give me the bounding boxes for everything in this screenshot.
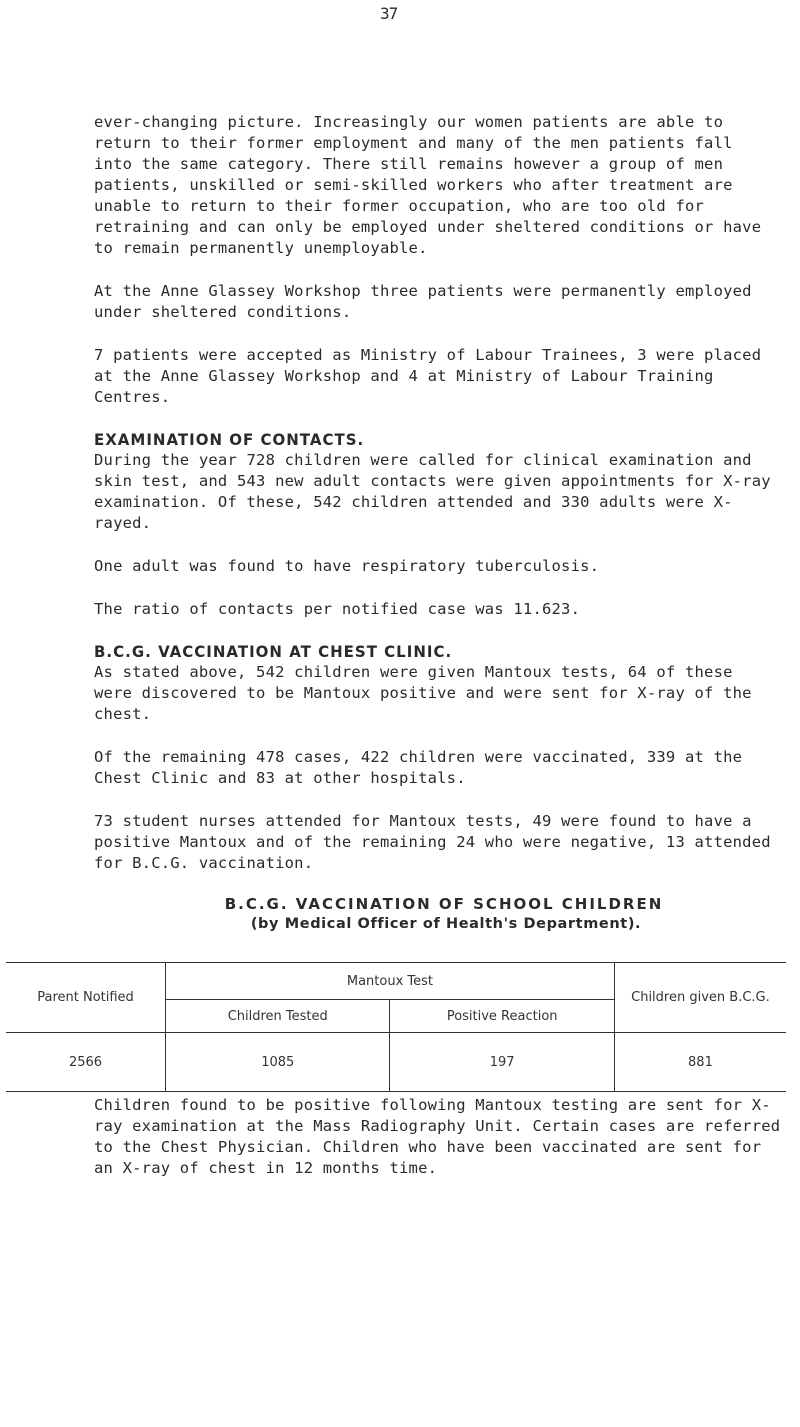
cell-positive-reaction: 197 (390, 1033, 614, 1092)
paragraph-mantoux-tests: As stated above, 542 children were given Mantoux tests, 64 of these were discovered to be Mantoux positive and were sent for X-ray of the chest. (94, 663, 752, 723)
heading-bcg-chest-clinic: B.C.G. VACCINATION AT CHEST CLINIC. (94, 642, 453, 662)
header-parent-notified: Parent Notified (6, 963, 166, 1033)
paragraph-employment: ever-changing picture. Increasingly our women patients are able to return to their former employment and many of the men patients fall into the same category. There still remains however a group of men patients, unskilled or semi-skilled workers who after treatment are unable to return to their former occupation, who are too old for retraining and can only be employed under sheltered conditions or have to remain permanently unemployable. (94, 113, 762, 257)
paragraph-contacts-examined: During the year 728 children were called for clinical examination and skin test, and 543 new adult contacts were given appointments for X-ray examination. Of these, 542 children attended and 330 adults were X-rayed. (94, 451, 771, 532)
header-mantoux-test: Mantoux Test (166, 963, 615, 1000)
paragraph-contact-ratio: The ratio of contacts per notified case was 11.623. (94, 600, 581, 618)
document-body (94, 112, 774, 934)
header-positive-reaction: Positive Reaction (390, 1000, 614, 1033)
page-number: 37 (380, 4, 398, 23)
subheading-health-department: (by Medical Officer of Health's Department). (250, 916, 642, 932)
paragraph-workshop: At the Anne Glassey Workshop three patients were permanently employed under sheltered conditions. (94, 282, 752, 321)
cell-parent-notified: 2566 (6, 1033, 166, 1092)
paragraph-xray-followup: Children found to be positive following Mantoux testing are sent for X-ray examination at the Mass Radiography Unit. Certain cases are referred to the Chest Physician. Children who have been vaccinated are sent for an X-ray of chest in 12 months time. (94, 1096, 781, 1177)
heading-bcg-school-children: B.C.G. VACCINATION OF SCHOOL CHILDREN (224, 895, 664, 913)
paragraph-vaccinated: Of the remaining 478 cases, 422 children were vaccinated, 339 at the Chest Clinic and 83 at other hospitals. (94, 748, 743, 787)
paragraph-respiratory-tb: One adult was found to have respiratory tuberculosis. (94, 557, 600, 575)
header-children-bcg: Children given B.C.G. (614, 963, 786, 1033)
heading-examination-of-contacts: EXAMINATION OF CONTACTS. (94, 430, 365, 450)
bcg-school-table (6, 962, 786, 1092)
paragraph-student-nurses: 73 student nurses attended for Mantoux tests, 49 were found to have a positive Mantoux and of the remaining 24 who were negative, 13 attended for B.C.G. vaccination. (94, 812, 771, 872)
cell-children-bcg: 881 (614, 1033, 786, 1092)
cell-children-tested: 1085 (166, 1033, 390, 1092)
footer-notes (94, 1095, 784, 1179)
paragraph-trainees: 7 patients were accepted as Ministry of Labour Trainees, 3 were placed at the Anne Glassey Workshop and 4 at Ministry of Labour Training Centres. (94, 346, 762, 406)
header-children-tested: Children Tested (166, 1000, 390, 1033)
